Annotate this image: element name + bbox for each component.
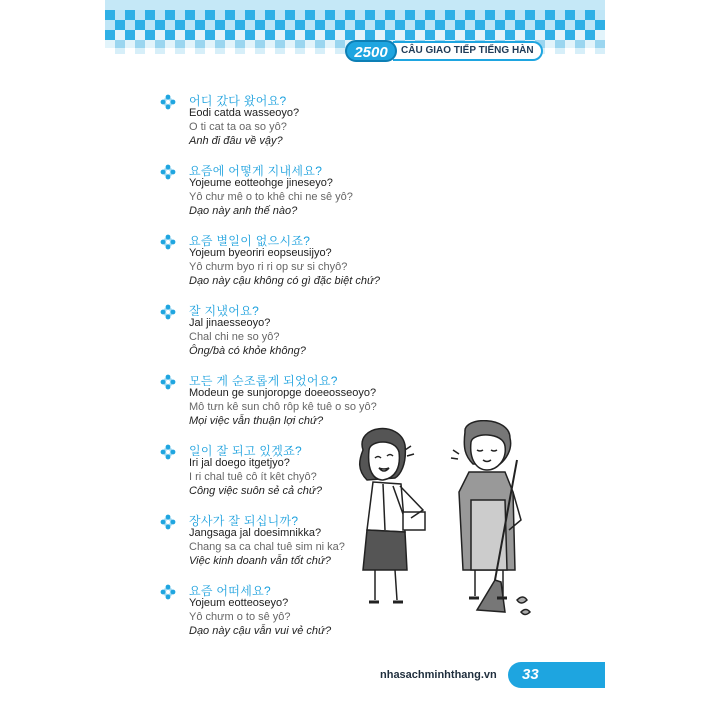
blue-flower-bullet-icon — [160, 304, 176, 320]
header-badge: 2500 — [345, 40, 397, 62]
korean-phrase: 일이 잘 되고 있겠죠? — [189, 444, 303, 458]
blue-flower-bullet-icon — [160, 234, 176, 250]
header-banner — [345, 40, 545, 62]
blue-flower-bullet-icon — [160, 514, 176, 530]
header-title: CÂU GIAO TIẾP TIẾNG HÀN — [393, 41, 543, 61]
romanization: Iri jal doego itgetjyo? — [189, 457, 290, 469]
vietnamese-translation: Dạo này cậu vẫn vui vẻ chứ? — [189, 625, 332, 637]
vietnamese-pronunciation: Mô tưn kê sun chô rôp kê tuê o so yô? — [189, 401, 377, 413]
korean-phrase: 잘 지냈어요? — [189, 304, 260, 318]
vietnamese-translation: Dạo này anh thế nào? — [189, 205, 298, 217]
korean-phrase: 요즘 어떠세요? — [189, 584, 271, 598]
two-women-greeting-illustration — [345, 420, 550, 625]
vietnamese-pronunciation: Chang sa ca chal tuê sim ni ka? — [189, 541, 345, 553]
korean-phrase: 요즘에 어떻게 지내세요? — [189, 164, 323, 178]
vietnamese-translation: Công việc suôn sẻ cả chứ? — [189, 485, 322, 497]
vietnamese-pronunciation: Yô chưm o to sê yô? — [189, 611, 291, 623]
footer-website: nhasachminhthang.vn — [380, 669, 497, 681]
romanization: Jal jinaesseoyo? — [189, 317, 271, 329]
vietnamese-translation: Ông/bà có khỏe không? — [189, 345, 306, 357]
blue-flower-bullet-icon — [160, 444, 176, 460]
blue-flower-bullet-icon — [160, 94, 176, 110]
vietnamese-pronunciation: I ri chal tuê cô ít kêt chyô? — [189, 471, 317, 483]
korean-phrase: 어디 갔다 왔어요? — [189, 94, 287, 108]
vietnamese-pronunciation: Yô chưm byo ri ri op sư si chyô? — [189, 261, 348, 273]
korean-phrase: 모든 게 순조롭게 되었어요? — [189, 374, 338, 388]
vietnamese-pronunciation: Chal chi ne so yô? — [189, 331, 280, 343]
blue-flower-bullet-icon — [160, 584, 176, 600]
korean-phrase: 장사가 잘 되십니까? — [189, 514, 299, 528]
vietnamese-translation: Mọi việc vẫn thuận lợi chứ? — [189, 415, 324, 427]
korean-phrase: 요즘 별일이 없으시죠? — [189, 234, 311, 248]
romanization: Modeun ge sunjoropge doeeosseoyo? — [189, 387, 377, 399]
romanization: Yojeume eotteohge jineseyo? — [189, 177, 333, 189]
vietnamese-translation: Anh đi đâu về vậy? — [189, 135, 283, 147]
romanization: Jangsaga jal doesimnikka? — [189, 527, 322, 539]
vietnamese-pronunciation: Yô chư mê o to khê chi ne sê yô? — [189, 191, 353, 203]
vietnamese-translation: Việc kinh doanh vẫn tốt chứ? — [189, 555, 331, 567]
vietnamese-pronunciation: O ti cat ta oa so yô? — [189, 121, 287, 133]
vietnamese-translation: Dạo này cậu không có gì đặc biệt chứ? — [189, 275, 381, 287]
romanization: Yojeum eotteoseyo? — [189, 597, 289, 609]
blue-flower-bullet-icon — [160, 374, 176, 390]
romanization: Eodi catda wasseoyo? — [189, 107, 300, 119]
romanization: Yojeum byeoriri eopseusijyo? — [189, 247, 332, 259]
blue-flower-bullet-icon — [160, 164, 176, 180]
page-number: 33 — [508, 662, 605, 688]
